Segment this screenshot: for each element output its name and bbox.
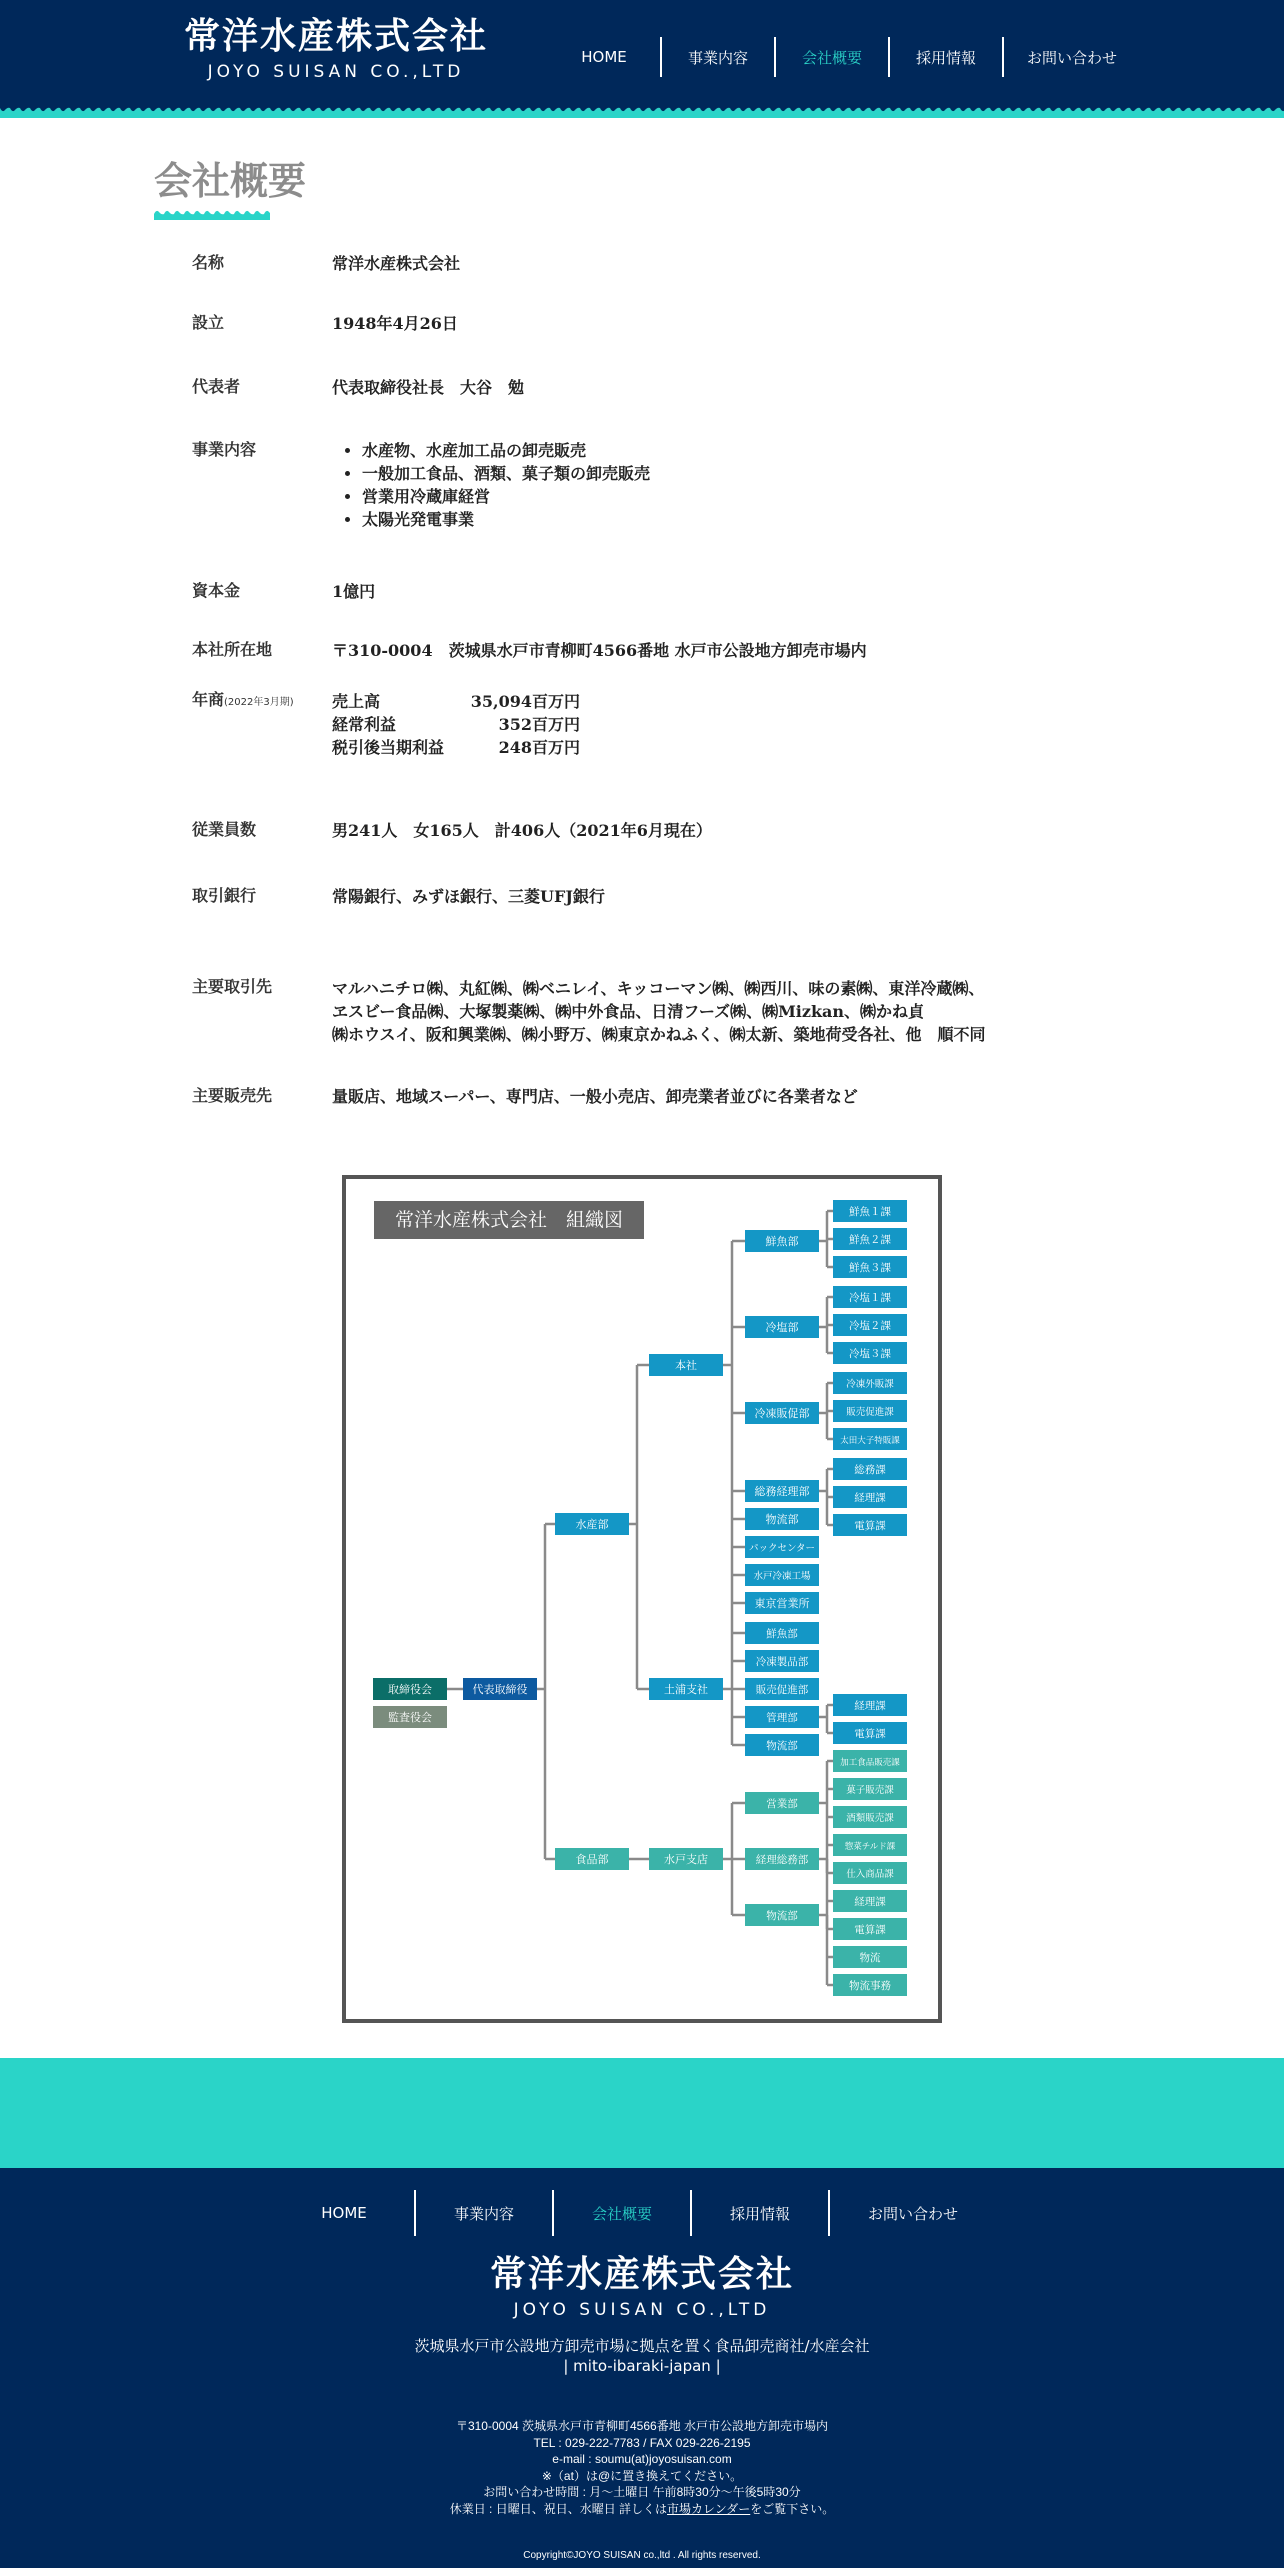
footer-hours: お問い合わせ時間 : 月～土曜日 午前8時30分～午後5時30分: [483, 2485, 801, 2499]
row-value: 常洋水産株式会社: [332, 254, 461, 273]
org-tsuchiura-dept-label: 鮮魚部: [766, 1628, 798, 1640]
org-suisan-label: 水産部: [575, 1518, 609, 1531]
org-section-label: 販売促進課: [846, 1407, 894, 1418]
page-title: 会社概要: [154, 159, 307, 203]
org-honsha-dept-label: 冷塩部: [765, 1321, 799, 1334]
revenue-item: [332, 713, 580, 736]
row-label: 主要販売先: [192, 1086, 273, 1105]
org-tsuchiura-label: 土浦支社: [664, 1683, 708, 1696]
revenue-period-note: (2022年3月期): [224, 697, 294, 708]
revenue-value: 248百万円: [498, 738, 580, 757]
revenue-key: 経常利益: [332, 715, 397, 734]
org-chart: [342, 1175, 942, 2023]
org-mito-label: 水戸支店: [664, 1853, 708, 1866]
revenue-value: 352百万円: [498, 715, 580, 734]
org-honsha-label: 本社: [675, 1359, 697, 1372]
footer-nav: [274, 2190, 996, 2236]
org-section-label: 加工食品販売課: [840, 1758, 900, 1768]
revenue-item: [332, 736, 580, 759]
site-header: [0, 0, 1284, 108]
footer-contact-info: [0, 2418, 1284, 2517]
main-nav: [548, 37, 1140, 77]
footer-logo-name-jp: 常洋水産株式会社: [489, 2254, 794, 2295]
org-section-label: 鮮魚１課: [849, 1206, 891, 1218]
org-honsha-dept-label: パックセンター: [748, 1543, 816, 1554]
org-ceo-label: 代表取締役: [472, 1683, 528, 1696]
org-honsha-dept-label: 総務経理部: [754, 1485, 810, 1498]
org-section-label: 鮮魚２課: [849, 1234, 891, 1246]
org-section-label: 物流: [859, 1952, 881, 1964]
org-section-label: 冷塩２課: [849, 1320, 891, 1332]
org-mito-dept-label: 経理総務部: [755, 1854, 809, 1866]
org-audit-label: 監査役会: [388, 1711, 432, 1724]
org-tsuchiura-dept-label: 販売促進部: [755, 1684, 809, 1696]
footer-email: e-mail : soumu(at)joyosuisan.com: [552, 2452, 732, 2466]
org-section-label: 経理課: [854, 1896, 886, 1908]
row-value: 〒310-0004 茨城県水戸市青柳町4566番地 水戸市公設地方卸売市場内: [332, 641, 867, 660]
footer-tagline-sub: | mito-ibaraki-japan |: [563, 2357, 721, 2375]
nav-company[interactable]: 会社概要: [774, 37, 888, 77]
market-calendar-link[interactable]: 市場カレンダー: [667, 2501, 751, 2516]
footer-nav-contact[interactable]: お問い合わせ: [828, 2190, 996, 2236]
partners-line: ヱスビー食品㈱、大塚製薬㈱、㈱中外食品、日清フーズ㈱、㈱Mizkan、㈱かね貞: [332, 1002, 925, 1021]
footer-nav-business[interactable]: 事業内容: [414, 2190, 552, 2236]
row-value: 1948年4月26日: [332, 314, 458, 333]
site-logo[interactable]: [176, 14, 496, 83]
footer-nav-recruit[interactable]: 採用情報: [690, 2190, 828, 2236]
revenue-item: [332, 690, 580, 713]
org-chart-canvas: [346, 1179, 938, 2019]
row-label: 従業員数: [192, 820, 257, 839]
row-label: 資本金: [192, 581, 241, 600]
footer-logo[interactable]: [442, 2252, 842, 2321]
org-honsha-dept-label: 冷凍販促部: [754, 1407, 810, 1420]
list-item: • 水産物、水産加工品の卸売販売: [362, 439, 650, 462]
footer-tel: TEL : 029-222-7783 / FAX 029-226-2195: [533, 2435, 751, 2450]
org-shokuhin-label: 食品部: [575, 1853, 609, 1866]
row-label: 名称: [192, 253, 225, 272]
partners-line: マルハニチロ㈱、丸紅㈱、㈱ベニレイ、キッコーマン㈱、㈱西川、味の素㈱、東洋冷蔵㈱、: [332, 979, 985, 998]
logo-name-jp: 常洋水産株式会社: [183, 16, 488, 57]
org-tsuchiura-dept-label: 冷凍製品部: [755, 1656, 809, 1668]
footer-note: ※（at）は@に置き換えてください。: [541, 2468, 743, 2483]
footer-holiday-text: 休業日 : 日曜日、祝日、水曜日 詳しくは: [449, 2501, 668, 2516]
org-section-label: 物流事務: [849, 1980, 891, 1992]
row-value: 常陽銀行、みずほ銀行、三菱UFJ銀行: [332, 887, 605, 906]
footer-nav-company[interactable]: 会社概要: [552, 2190, 690, 2236]
org-title: 常洋水産株式会社 組織図: [394, 1209, 624, 1231]
title-wave-underline: [154, 206, 270, 220]
revenue-value: 35,094百万円: [470, 692, 580, 711]
org-mito-dept-label: 物流部: [766, 1910, 798, 1922]
footer-nav-home[interactable]: HOME: [321, 2204, 367, 2222]
row-label: 事業内容: [192, 440, 257, 459]
footer-address: 〒310-0004 茨城県水戸市青柳町4566番地 水戸市公設地方卸売市場内: [455, 2419, 829, 2433]
org-section-label: 惣菜チルド課: [844, 1842, 896, 1852]
org-section-label: 電算課: [854, 1924, 886, 1936]
footer-holiday-text-end: をご覧下さい。: [750, 2501, 835, 2516]
org-tsuchiura-dept-label: 管理部: [766, 1712, 798, 1724]
org-board-label: 取締役会: [388, 1683, 432, 1696]
nav-recruit[interactable]: 採用情報: [888, 37, 1002, 77]
org-section-label: 電算課: [854, 1520, 886, 1532]
row-value: 代表取締役社長 大谷 勉: [332, 378, 525, 397]
row-value: 男241人 女165人 計406人（2021年6月現在）: [332, 821, 712, 840]
revenue-label: 年商: [192, 690, 225, 709]
row-label: 主要取引先: [192, 977, 273, 996]
org-honsha-dept-label: 物流部: [765, 1513, 799, 1526]
org-section-label: 経理課: [854, 1492, 886, 1504]
revenue-key: 売上高: [332, 692, 381, 711]
row-value: 量販店、地域スーパー、専門店、一般小売店、卸売業者並びに各業者など: [332, 1087, 858, 1106]
org-section-label: 冷塩１課: [849, 1292, 891, 1304]
org-section-label: 冷塩３課: [849, 1348, 891, 1360]
row-label: [192, 687, 294, 710]
list-item: • 営業用冷蔵庫経営: [362, 485, 650, 508]
footer-holiday: [0, 2501, 1284, 2518]
org-mito-dept-label: 営業部: [766, 1798, 798, 1810]
row-label: 取引銀行: [192, 886, 257, 905]
org-section-label: 経理課: [854, 1700, 886, 1712]
row-label: 代表者: [192, 377, 241, 396]
org-section-label: 総務課: [854, 1464, 886, 1476]
business-list: [332, 439, 650, 531]
site-footer: [0, 2168, 1284, 2568]
copyright: Copyright©JOYO SUISAN co.,ltd . All rights reserved.: [523, 2550, 761, 2561]
row-label: 本社所在地: [192, 640, 273, 659]
footer-accent-band: [0, 2058, 1284, 2168]
footer-logo-name-en: JOYO SUISAN CO.,LTD: [513, 2300, 771, 2320]
footer-tagline: 茨城県水戸市公設地方卸売市場に拠点を置く食品卸売商社/水産会社: [414, 2337, 870, 2355]
org-honsha-dept-label: 東京営業所: [754, 1597, 810, 1610]
partners-line: ㈱ホウスイ、阪和興業㈱、㈱小野万、㈱東京かねふく、㈱太新、築地荷受各社、他 順不同: [332, 1025, 986, 1044]
list-item: • 太陽光発電事業: [362, 508, 650, 531]
logo-name-en: JOYO SUISAN CO.,LTD: [207, 62, 465, 82]
revenue-key: 税引後当期利益: [332, 738, 445, 757]
org-section-label: 太田大子特販課: [840, 1436, 900, 1446]
nav-business[interactable]: 事業内容: [660, 37, 774, 77]
org-section-label: 菓子販売課: [846, 1785, 894, 1796]
org-section-label: 酒類販売課: [846, 1813, 894, 1824]
header-wave-border: [0, 104, 1284, 118]
org-section-label: 鮮魚３課: [849, 1262, 891, 1274]
org-tsuchiura-dept-label: 物流部: [766, 1740, 798, 1752]
nav-contact[interactable]: お問い合わせ: [1002, 37, 1140, 77]
row-label: 設立: [192, 313, 225, 332]
row-value: 1億円: [332, 582, 376, 601]
org-section-label: 電算課: [854, 1728, 886, 1740]
org-section-label: 冷凍外販課: [846, 1379, 894, 1390]
org-honsha-dept-label: 水戸冷凍工場: [753, 1571, 811, 1582]
org-section-label: 仕入商品課: [846, 1869, 894, 1880]
org-honsha-dept-label: 鮮魚部: [765, 1235, 799, 1248]
list-item: • 一般加工食品、酒類、菓子類の卸売販売: [362, 462, 650, 485]
nav-home[interactable]: HOME: [581, 48, 627, 66]
